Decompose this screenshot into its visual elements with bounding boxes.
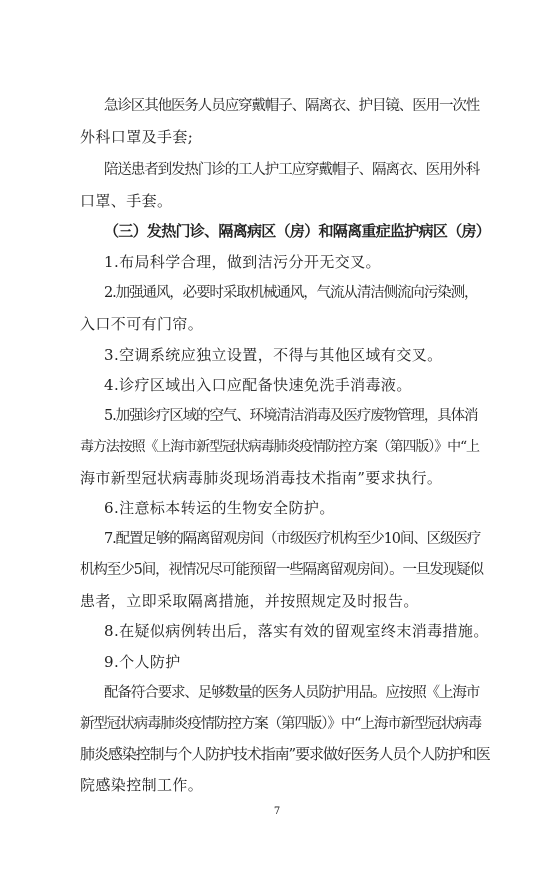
paragraph-line: 1.布局科学合理，做到洁污分开无交叉。 [104, 253, 381, 271]
paragraph-line: 外科口罩及手套; [80, 128, 194, 146]
paragraph-line: 口罩、手套。 [80, 192, 173, 210]
section-heading: （三）发热门诊、隔离病区（房）和隔离重症监护病区（房） [104, 222, 491, 240]
paragraph-line: 7.配置足够的隔离留观房间（市级医疗机构至少10间、区级医疗 [104, 531, 481, 547]
paragraph-line: 肺炎感染控制与个人防护技术指南”要求做好医务人员个人防护和医 [80, 745, 490, 763]
paragraph-line: 3.空调系统应独立设置，不得与其他区域有交叉。 [104, 346, 443, 364]
paragraph-line: 陪送患者到发热门诊的工人护工应穿戴帽子、隔离衣、医用外科 [104, 162, 480, 178]
paragraph-line: 5.加强诊疗区域的空气、环境清洁消毒及医疗废物管理，具体消 [104, 408, 478, 424]
paragraph-line: 8.在疑似病例转出后，落实有效的留观室终末消毒措施。 [104, 622, 489, 640]
paragraph-line: 患者，立即采取隔离措施，并按照规定及时报告。 [80, 592, 419, 610]
paragraph-line: 急诊区其他医务人员应穿戴帽子、隔离衣、护目镜、医用一次性 [104, 98, 480, 114]
paragraph-line: 院感染控制工作。 [80, 776, 204, 794]
paragraph-line: 机构至少5间，视情况尽可能预留一些隔离留观房间）。一旦发现疑似 [80, 562, 483, 578]
subsection-heading: 9.个人防护 [104, 653, 181, 671]
paragraph-line: 6.注意标本转运的生物安全防护。 [104, 499, 335, 517]
page-number: 7 [273, 806, 281, 817]
paragraph-line: 新型冠状病毒肺炎疫情防控方案（第四版）》中“上海市新型冠状病毒 [80, 716, 482, 732]
paragraph-line: 毒方法按照《上海市新型冠状病毒肺炎疫情防控方案（第四版）》中“上 [80, 439, 479, 455]
paragraph-line: 配备符合要求、足够数量的医务人员防护用品。应按照《上海市 [104, 685, 480, 701]
paragraph-line: 入口不可有门帘。 [80, 315, 204, 333]
paragraph-line: 2.加强通风，必要时采取机械通风，气流从清洁侧流向污染测， [104, 285, 478, 301]
paragraph-line: 海市新型冠状病毒肺炎现场消毒技术指南”要求执行。 [80, 469, 443, 487]
paragraph-line: 4.诊疗区域出入口应配备快速免洗手消毒液。 [104, 376, 412, 394]
